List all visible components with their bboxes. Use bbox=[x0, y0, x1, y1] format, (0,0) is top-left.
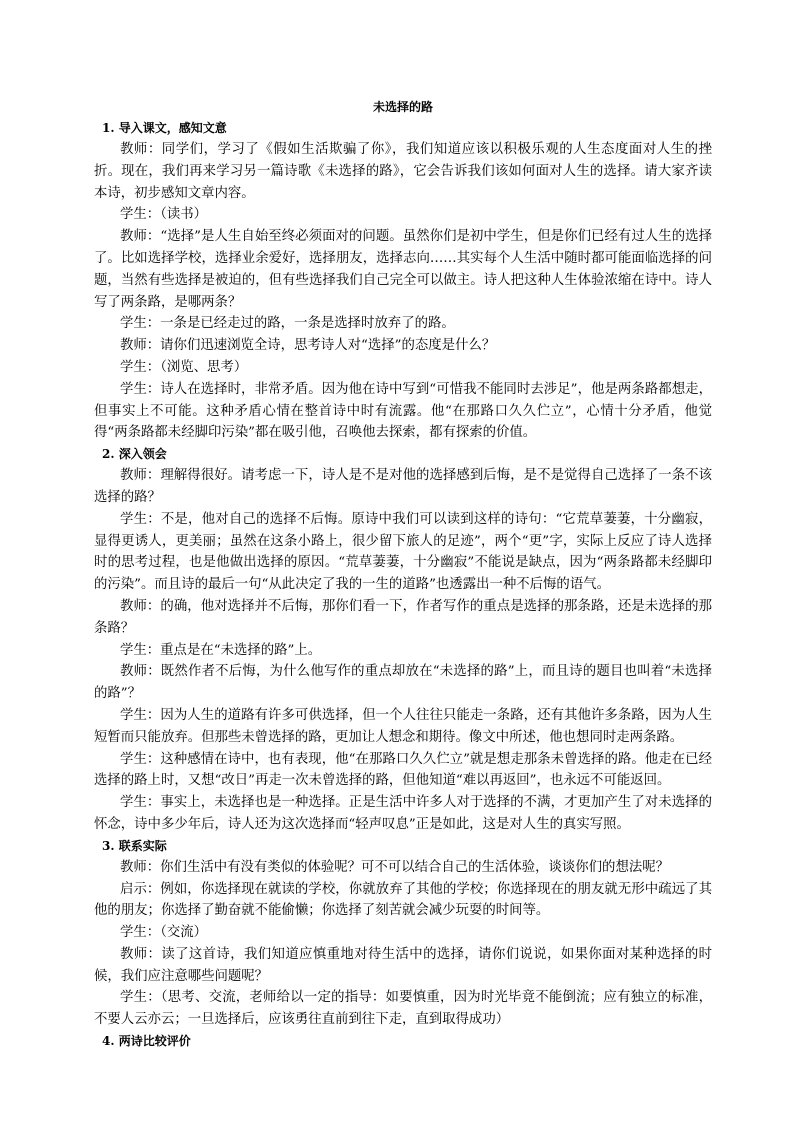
section-heading: 4. 两诗比较评价 bbox=[102, 1034, 191, 1049]
section bbox=[94, 837, 712, 1031]
paragraph: 学生：（交流） bbox=[120, 925, 208, 941]
section bbox=[94, 119, 712, 444]
paragraph: 学生：诗人在选择时，非常矛盾。因为他在诗中写到“可惜我不能同时去涉足”，他是两条路都想走，但事实上不可能。这种矛盾心情在整首诗中时有流露。他“在那路口久久伫立”，心情十分矛盾，他觉得“两条路都未经脚印污染”都在吸引他，召唤他去探索，都有探索的价值。 bbox=[94, 381, 712, 441]
paragraph: 学生：因为人生的道路有许多可供选择，但一个人往往只能走一条路，还有其他许多条路，因为人生短暂而只能放弃。但那些未曾选择的路，更加让人想念和期待。像文中所述，他也想同时走两条路。 bbox=[94, 707, 712, 745]
paragraph: 教师：既然作者不后悔，为什么他写作的重点却放在“未选择的路”上，而且诗的题目也叫着“未选择的路”？ bbox=[94, 664, 712, 702]
paragraph: 教师：同学们，学习了《假如生活欺骗了你》，我们知道应该以积极乐观的人生态度面对人生的挫折。现在，我们再来学习另一篇诗歌《未选择的路》，它会告诉我们该如何面对人生的选择。请大家齐读本诗，初步感知文章内容。 bbox=[94, 142, 712, 201]
paragraph: 教师：理解得很好。请考虑一下，诗人是不是对他的选择感到后悔，是不是觉得自己选择了一条不该选择的路？ bbox=[94, 468, 712, 505]
section-heading: 1. 导入课文，感知文意 bbox=[102, 121, 227, 135]
paragraph: 教师：读了这首诗，我们知道应慎重地对待生活中的选择，请你们说说，如果你面对某种选择的时候，我们应注意哪些问题呢？ bbox=[94, 946, 712, 984]
paragraph: 学生：一条是已经走过的路，一条是选择时放弃了的路。 bbox=[120, 316, 455, 332]
section-heading: 3. 联系实际 bbox=[102, 838, 167, 853]
paragraph: 教师：的确，他对选择并不后悔，那你们看一下，作者写作的重点是选择的那条路，还是未选择的那条路？ bbox=[94, 598, 712, 636]
paragraph: 学生：（读书） bbox=[120, 207, 208, 223]
paragraph: 教师：你们生活中有没有类似的体验呢？可不可以结合自己的生活体验，谈谈你们的想法呢？ bbox=[120, 859, 670, 875]
document-body bbox=[94, 98, 712, 1052]
paragraph: 启示：例如，你选择现在就读的学校，你就放弃了其他的学校；你选择现在的朋友就无形中疏远了其他的朋友；你选择了勤奋就不能偷懒；你选择了刻苦就会减少玩耍的时间等。 bbox=[94, 881, 712, 919]
paragraph: 学生：事实上，未选择也是一种选择。正是生活中许多人对于选择的不满，才更加产生了对未选择的怀念，诗中多少年后，诗人还为这次选择而“轻声叹息”正是如此，这是对人生的真实写照。 bbox=[94, 795, 712, 832]
paragraph: 教师：“选择”是人生自始至终必须面对的问题。虽然你们是初中学生，但是你们已经有过人生的选择了。比如选择学校，选择业余爱好，选择朋友，选择志向……其实每个人生活中随时都可能面临选择的问题，当然有些选择是被迫的，但有些选择我们自己完全可以做主。诗人把这种人生体验浓缩在诗中。诗人写了两条路，是哪两条？ bbox=[94, 229, 712, 310]
section bbox=[94, 1032, 712, 1051]
paragraph: 学生：（思考、交流，老师给以一定的指导：如要慎重，因为时光毕竟不能倒流；应有独立的标准，不要人云亦云；一旦选择后，应该勇往直前到往下走，直到取得成功） bbox=[94, 990, 712, 1028]
paragraph: 学生：不是，他对自己的选择不后悔。原诗中我们可以读到这样的诗句：“它荒草萋萋，十分幽寂，显得更诱人，更美丽；虽然在这条小路上，很少留下旅人的足迹”，两个“更”字，实际上反应了诗人选择时的思考过程，也是他做出选择的原因。“荒草萋萋，十分幽寂”不能说是缺点，因为“两条路都未经脚印的污染”。而且诗的最后一句“从此决定了我的一生的道路”也透露出一种不后悔的语气。 bbox=[94, 511, 712, 593]
section-heading: 2. 深入领会 bbox=[102, 447, 167, 462]
paragraph: 学生：重点是在“未选择的路”上。 bbox=[120, 642, 322, 658]
paragraph: 学生：这种感情在诗中，也有表现，他“在那路口久久伫立”就是想走那条未曾选择的路。他走在已经选择的路上时，又想“改日”再走一次未曾选择的路，但他知道“难以再返回”，也永远不可能返回。 bbox=[94, 751, 712, 789]
paragraph: 学生：（浏览、思考） bbox=[120, 359, 248, 375]
document-title: 未选择的路 bbox=[372, 100, 433, 114]
document-sections bbox=[94, 119, 712, 1051]
paragraph: 教师：请你们迅速浏览全诗，思考诗人对“选择”的态度是什么？ bbox=[120, 338, 496, 354]
section bbox=[94, 445, 712, 836]
